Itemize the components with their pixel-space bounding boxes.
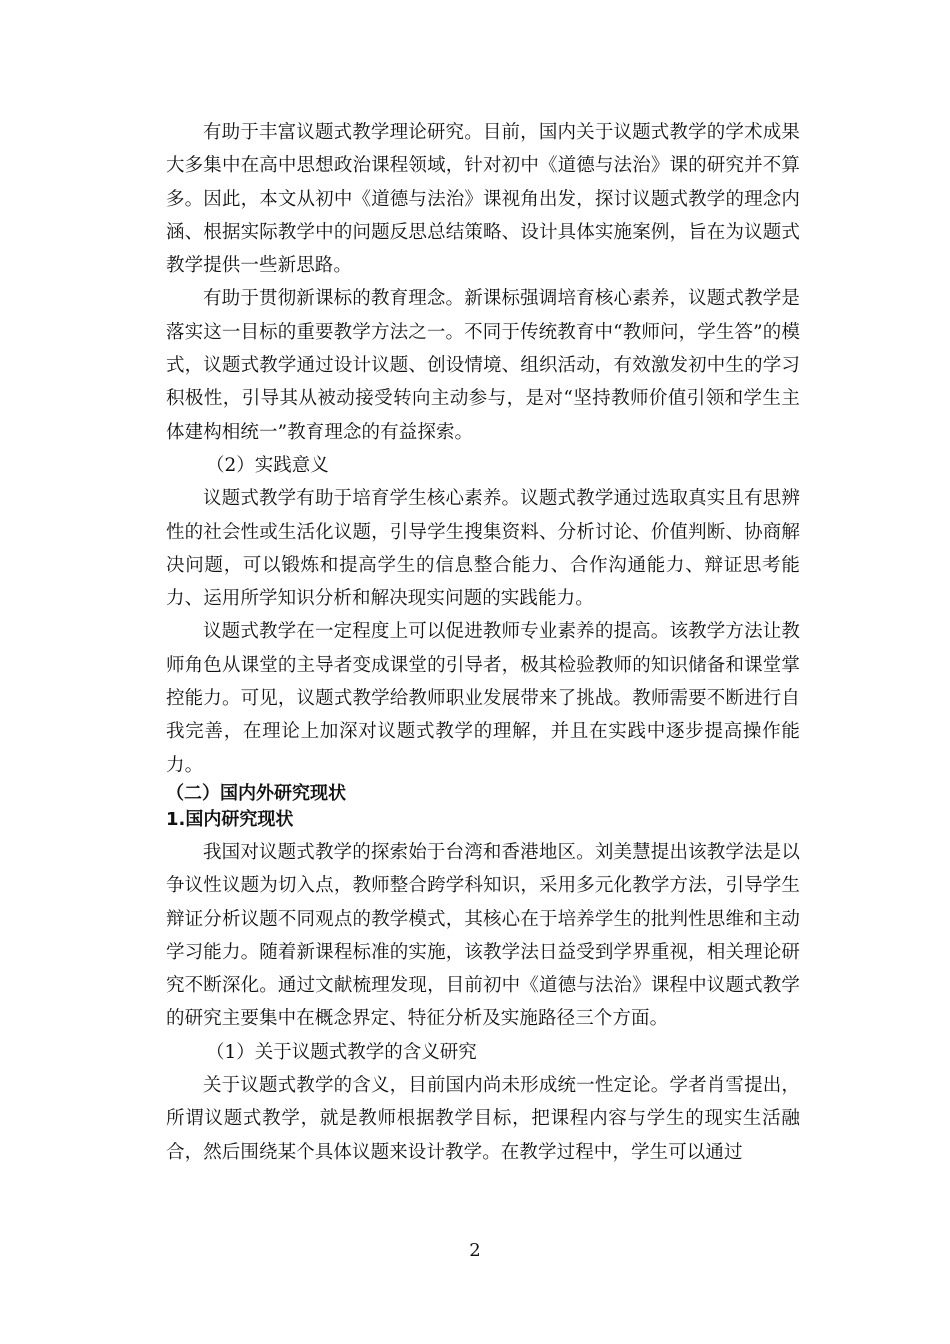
paragraph-meaning-definition: 关于议题式教学的含义，目前国内尚未形成统一性定论。学者肖雪提出，所谓议题式教学，就是教师根据教学目标，把课程内容与学生的现实生活融合，然后围绕某个具体议题来设计教学。在教学过程中，学生可以通过 <box>166 1075 800 1163</box>
subheading-practical-significance: （2）实践意义 <box>206 454 329 476</box>
paragraph-core-literacy: 议题式教学有助于培育学生核心素养。议题式教学通过选取真实且有思辨性的社会性或生活化议题，引导学生搜集资料、分析讨论、价值判断、协商解决问题，可以锻炼和提高学生的信息整合能力、合作沟通能力、辩证思考能力、运用所学知识分析和解决现实问题的实践能力。 <box>166 488 800 610</box>
section-heading-research-status: （二）国内外研究现状 <box>166 782 346 804</box>
subheading-meaning-research: （1）关于议题式教学的含义研究 <box>206 1041 477 1063</box>
page-body <box>166 116 800 1169</box>
paragraph-theory-research: 有助于丰富议题式教学理论研究。目前，国内关于议题式教学的学术成果大多集中在高中思想政治课程领域，针对初中《道德与法治》课的研究并不算多。因此，本文从初中《道德与法治》课视角出发，探讨议题式教学的理念内涵、根据实际教学中的问题反思总结策略、设计具体实施案例，旨在为议题式教学提供一些新思路。 <box>166 122 800 277</box>
paragraph-new-curriculum: 有助于贯彻新课标的教育理念。新课标强调培育核心素养，议题式教学是落实这一目标的重要教学方法之一。不同于传统教育中“教师问，学生答”的模式，议题式教学通过设计议题、创设情境、组织活动，有效激发初中生的学习积极性，引导其从被动接受转向主动参与，是对“坚持教师价值引领和学生主体建构相统一”教育理念的有益探索。 <box>166 288 800 443</box>
page-number: 2 <box>469 1240 481 1261</box>
paragraph-teacher-quality: 议题式教学在一定程度上可以促进教师专业素养的提高。该教学方法让教师角色从课堂的主导者变成课堂的引导者，极其检验教师的知识储备和课堂掌控能力。可见，议题式教学给教师职业发展带来了挑战。教师需要不断进行自我完善，在理论上加深对议题式教学的理解，并且在实践中逐步提高操作能力。 <box>166 621 800 776</box>
paragraph-domestic-exploration: 我国对议题式教学的探索始于台湾和香港地区。刘美慧提出该教学法是以争议性议题为切入点，教师整合跨学科知识，采用多元化教学方法，引导学生辩证分析议题不同观点的教学模式，其核心在于培养学生的批判性思维和主动学习能力。随着新课程标准的实施，该教学法日益受到学界重视，相关理论研究不断深化。通过文献梳理发现，目前初中《道德与法治》课程中议题式教学的研究主要集中在概念界定、特征分析及实施路径三个方面。 <box>166 841 800 1030</box>
section-heading-domestic-research: 1.国内研究现状 <box>166 808 294 830</box>
